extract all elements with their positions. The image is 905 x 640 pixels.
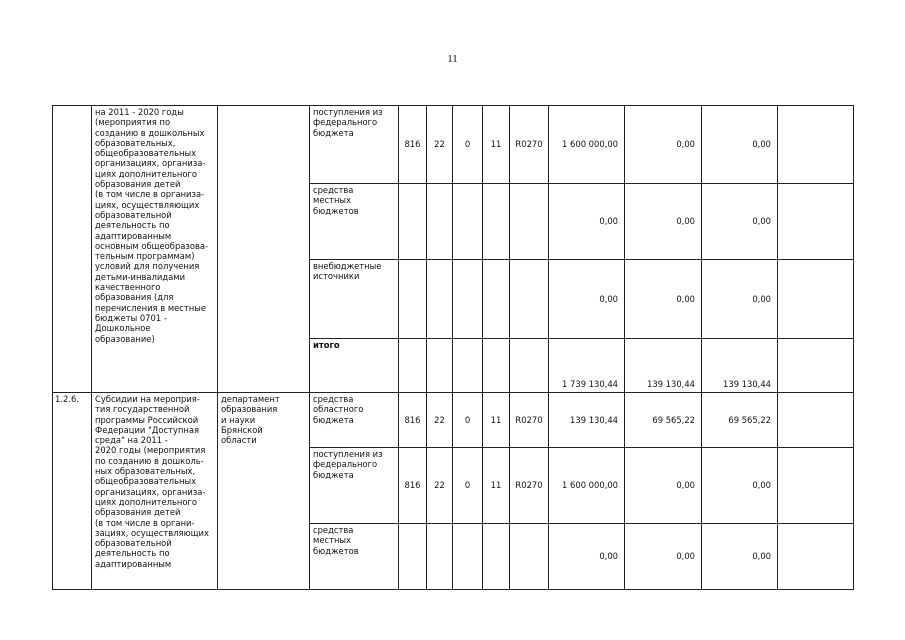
csr-code: R0270 <box>510 448 549 524</box>
total-year1: 1 739 130,44 <box>549 339 625 393</box>
row-code: 1.2.6. <box>53 393 92 590</box>
amount-year1: 0,00 <box>549 524 625 590</box>
row-code-cell <box>53 106 92 393</box>
amount-year1: 139 130,44 <box>549 393 625 448</box>
funding-source: средства местных бюджетов <box>310 524 399 590</box>
amount-year1: 1 600 000,00 <box>549 448 625 524</box>
amount-year3: 0,00 <box>702 184 778 260</box>
pr-code <box>453 184 483 260</box>
amount-year3: 0,00 <box>702 106 778 184</box>
rz-code <box>427 184 453 260</box>
notes-cell <box>778 184 854 260</box>
vr-code <box>483 524 510 590</box>
vr-code <box>483 260 510 339</box>
funding-source: поступления из федерального бюджета <box>310 448 399 524</box>
amount-year3: 0,00 <box>702 448 778 524</box>
table-row <box>53 106 854 184</box>
pr-code <box>453 339 483 393</box>
amount-year2: 0,00 <box>625 524 702 590</box>
grbs-code: 816 <box>399 393 427 448</box>
executor: департамент образования и науки Брянской области <box>218 393 310 590</box>
amount-year3: 0,00 <box>702 260 778 339</box>
funding-source: средства областного бюджета <box>310 393 399 448</box>
amount-year3: 0,00 <box>702 524 778 590</box>
grbs-code: 816 <box>399 106 427 184</box>
funding-source: средства местных бюджетов <box>310 184 399 260</box>
total-year2: 139 130,44 <box>625 339 702 393</box>
notes-cell <box>778 106 854 184</box>
grbs-code <box>399 339 427 393</box>
grbs-code <box>399 184 427 260</box>
amount-year2: 0,00 <box>625 260 702 339</box>
page-number: 11 <box>447 53 458 65</box>
amount-year3: 69 565,22 <box>702 393 778 448</box>
amount-year2: 0,00 <box>625 184 702 260</box>
rz-code <box>427 260 453 339</box>
rz-code: 22 <box>427 393 453 448</box>
measure-description: на 2011 - 2020 годы (мероприятия по созданию в дошкольных образовательных, общеобразовательных организациях, организа- циях дополнительного образования детей (в том числе в организа- циях, осуществляющих образовательной деятельность по адаптированным основным общеобразова- тельным программам) условий для получения детьми-инвалидами качественного образования (для перечисления в местные бюджеты 0701 - Дошкольное образование) <box>92 106 218 393</box>
grbs-code <box>399 524 427 590</box>
csr-code <box>510 524 549 590</box>
notes-cell <box>778 393 854 448</box>
pr-code <box>453 260 483 339</box>
rz-code: 22 <box>427 106 453 184</box>
vr-code <box>483 184 510 260</box>
funding-source: внебюджетные источники <box>310 260 399 339</box>
amount-year2: 0,00 <box>625 448 702 524</box>
rz-code <box>427 339 453 393</box>
grbs-code: 816 <box>399 448 427 524</box>
measure-description: Субсидии на мероприя- тия государственной программы Российской Федерации "Доступная среда" на 2011 - 2020 годы (мероприятия по созданию в дошколь- ных образовательных, общеобразовательных организациях, организа- циях дополнительного образования детей (в том числе в органи- зациях, осуществляющих образовательной деятельность по адаптированным <box>92 393 218 590</box>
vr-code: 11 <box>483 106 510 184</box>
amount-year2: 0,00 <box>625 106 702 184</box>
csr-code <box>510 339 549 393</box>
budget-table <box>52 105 854 590</box>
pr-code <box>453 524 483 590</box>
notes-cell <box>778 524 854 590</box>
csr-code <box>510 260 549 339</box>
vr-code <box>483 339 510 393</box>
notes-cell <box>778 260 854 339</box>
amount-year1: 1 600 000,00 <box>549 106 625 184</box>
csr-code <box>510 184 549 260</box>
pr-code: 0 <box>453 393 483 448</box>
vr-code: 11 <box>483 448 510 524</box>
vr-code: 11 <box>483 393 510 448</box>
amount-year1: 0,00 <box>549 260 625 339</box>
csr-code: R0270 <box>510 393 549 448</box>
grbs-code <box>399 260 427 339</box>
rz-code <box>427 524 453 590</box>
notes-cell <box>778 339 854 393</box>
funding-source: поступления из федерального бюджета <box>310 106 399 184</box>
total-label: итого <box>310 339 399 393</box>
amount-year1: 0,00 <box>549 184 625 260</box>
pr-code: 0 <box>453 106 483 184</box>
pr-code: 0 <box>453 448 483 524</box>
total-year3: 139 130,44 <box>702 339 778 393</box>
table-row <box>53 393 854 448</box>
rz-code: 22 <box>427 448 453 524</box>
executor-cell <box>218 106 310 393</box>
csr-code: R0270 <box>510 106 549 184</box>
notes-cell <box>778 448 854 524</box>
amount-year2: 69 565,22 <box>625 393 702 448</box>
